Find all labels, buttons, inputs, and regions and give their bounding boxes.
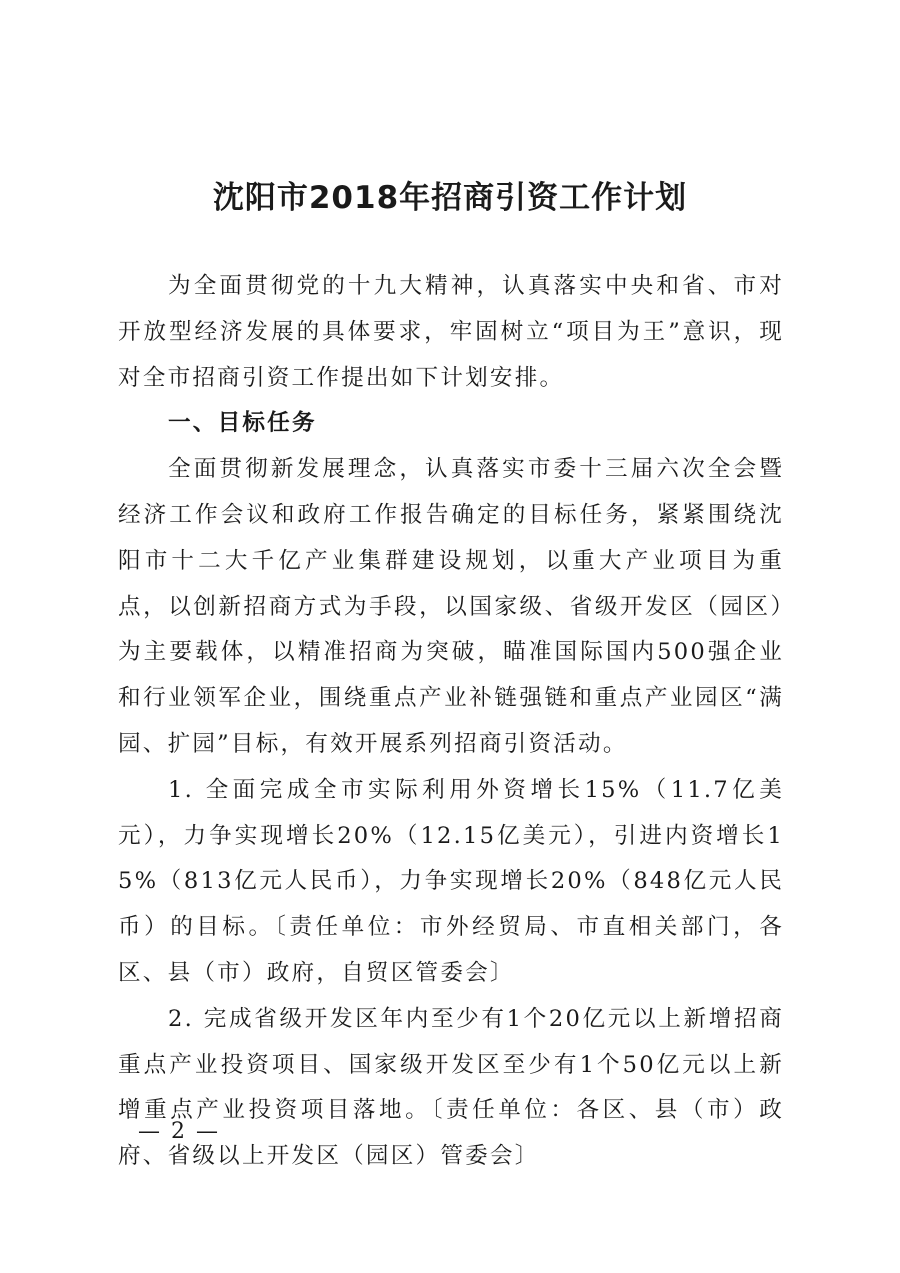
- goal-item-1: 1. 全面完成全市实际利用外资增长15%（11.7亿美元），力争实现增长20%（12.15亿美元），引进内资增长15%（813亿元人民币），力争实现增长20%（848亿元人民币）的目标。〔责任单位：市外经贸局、市直相关部门，各区、县（市）政府，自贸区管委会〕: [118, 776, 784, 986]
- section-heading-goals: 一、目标任务: [168, 410, 317, 437]
- goal-item-2: 2. 完成省级开发区年内至少有1个20亿元以上新增招商重点产业投资项目、国家级开发区至少有1个50亿元以上新增重点产业投资项目落地。〔责任单位：各区、县（市）政府、省级以上开发区（园区）管委会〕: [118, 1005, 784, 1170]
- document-body: [118, 264, 784, 1180]
- intro-paragraph: 为全面贯彻党的十九大精神，认真落实中央和省、市对开放型经济发展的具体要求，牢固树立“项目为王”意识，现对全市招商引资工作提出如下计划安排。: [118, 273, 784, 391]
- goals-paragraph: 全面贯彻新发展理念，认真落实市委十三届六次全会暨经济工作会议和政府工作报告确定的目标任务，紧紧围绕沈阳市十二大千亿产业集群建设规划，以重大产业项目为重点，以创新招商方式为手段，以国家级、省级开发区（园区）为主要载体，以精准招商为突破，瞄准国际国内500强企业和行业领军企业，围绕重点产业补链强链和重点产业园区“满园、扩园”目标，有效开展系列招商引资活动。: [118, 456, 784, 757]
- page-number: — 2 —: [138, 1119, 220, 1144]
- document-title: 沈阳市2018年招商引资工作计划: [212, 180, 688, 216]
